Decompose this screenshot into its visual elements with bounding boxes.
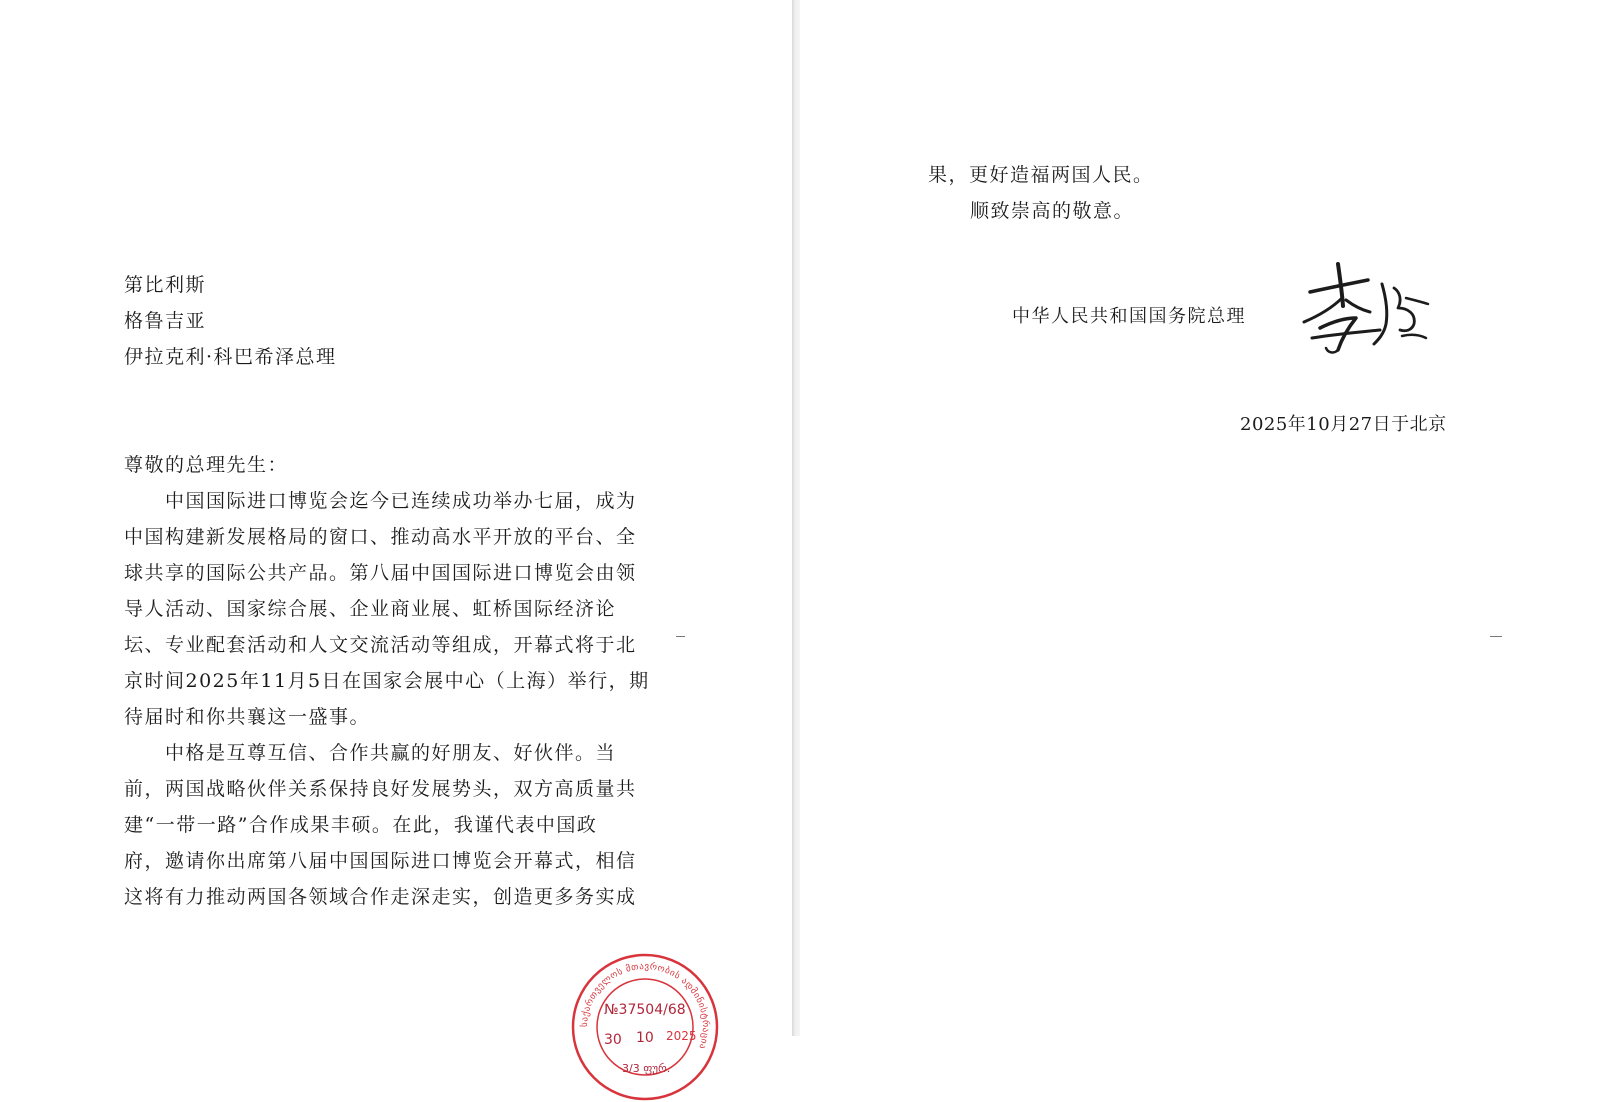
stamp-year: 2025: [666, 1029, 697, 1043]
fold-mark: [676, 636, 685, 637]
body-line: 果，更好造福两国人民。: [928, 164, 1154, 186]
stamp-bottom: 3/3 ფურ.: [622, 1062, 671, 1075]
body-line: 坛、专业配套活动和人文交流活动等组成，开幕式将于北: [124, 634, 637, 656]
body-line: 中格是互尊互信、合作共赢的好朋友、好伙伴。当: [165, 742, 617, 764]
body-line: 待届时和你共襄这一盛事。: [124, 706, 371, 728]
body-line: 前，两国战略伙伴关系保持良好发展势头，双方高质量共: [124, 778, 637, 800]
body-line: 建“一带一路”合作成果丰硕。在此，我谨代表中国政: [124, 814, 598, 836]
stamp-number: №37504/68: [604, 1002, 686, 1018]
handwritten-signature-icon: [1298, 258, 1433, 363]
date-place: 2025年10月27日于北京: [1240, 414, 1447, 435]
body-line: 这将有力推动两国各领域合作走深走实，创造更多务实成: [124, 886, 637, 908]
letter-page-left: [0, 0, 792, 1075]
body-line: 球共享的国际公共产品。第八届中国国际进口博览会由领: [124, 562, 637, 584]
body-line: 中国构建新发展格局的窗口、推动高水平开放的平台、全: [124, 526, 637, 548]
received-stamp-icon: [570, 952, 720, 1102]
letter-page-right: [800, 0, 1600, 1036]
body-line: 府，邀请你出席第八届中国国际进口博览会开幕式，相信: [124, 850, 637, 872]
address-city: 第比利斯: [124, 274, 207, 296]
stamp-ring-text: საქართველოს მთავრობის ადმინისტრაცია: [579, 961, 711, 1051]
closing-line: 顺致崇高的敬意。: [970, 200, 1135, 222]
address-country: 格鲁吉亚: [124, 310, 207, 332]
stamp-day: 30: [604, 1032, 622, 1048]
page-gutter: [792, 0, 800, 1036]
stamp-month: 10: [636, 1030, 654, 1046]
body-line: 京时间2025年11月5日在国家会展中心（上海）举行，期: [124, 670, 650, 692]
body-line: 中国国际进口博览会迄今已连续成功举办七届，成为: [165, 490, 637, 512]
signatory-title: 中华人民共和国国务院总理: [1012, 306, 1246, 327]
body-line: 导人活动、国家综合展、企业商业展、虹桥国际经济论: [124, 598, 617, 620]
fold-mark: [1490, 636, 1502, 637]
salutation: 尊敬的总理先生：: [124, 454, 289, 476]
address-recipient: 伊拉克利·科巴希泽总理: [124, 346, 337, 368]
